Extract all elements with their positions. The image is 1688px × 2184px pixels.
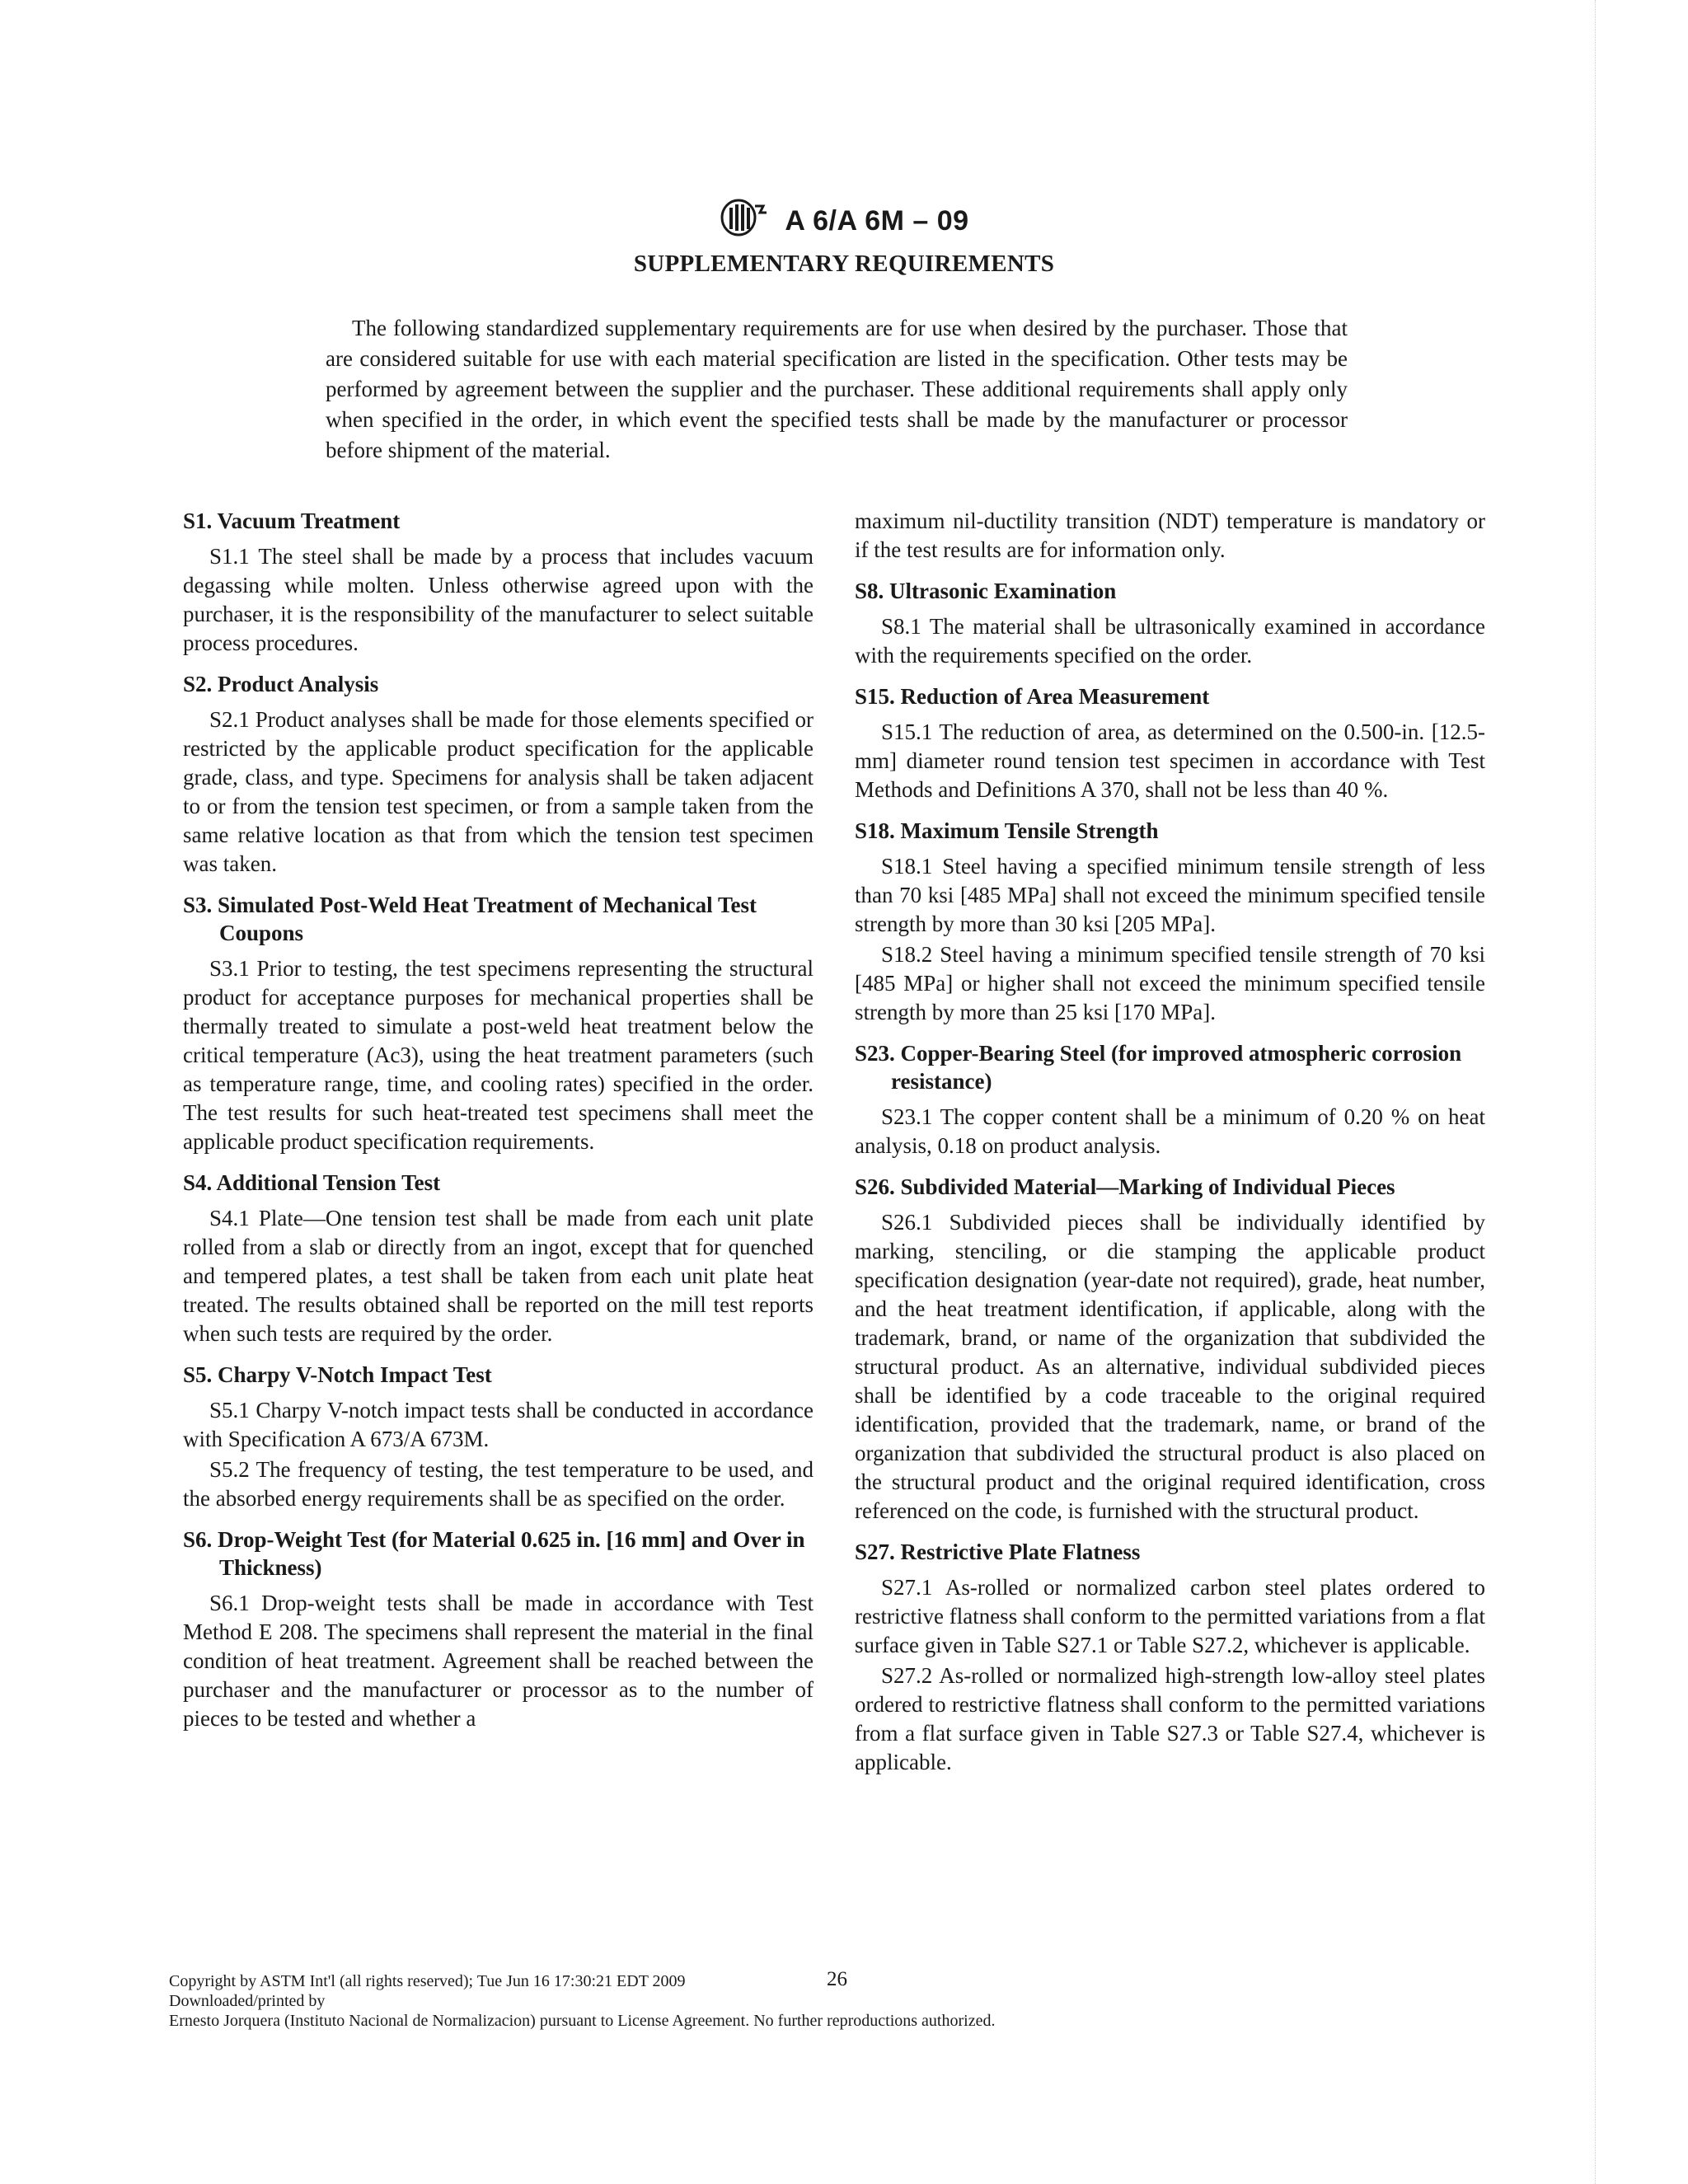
section-s15 (855, 682, 1485, 804)
footer-downloaded-line: Downloaded/printed by (169, 1992, 326, 2010)
section-s8 (855, 577, 1485, 670)
section-heading: S27. Restrictive Plate Flatness (855, 1540, 1141, 1564)
section-heading: S2. Product Analysis (183, 672, 379, 696)
section-paragraph: S18.2 Steel having a minimum specified tensile strength of 70 ksi [485 MPa] or higher shall not exceed the minimum specified tensile strength by more than 25 ksi [170 MPa]. (855, 942, 1485, 1024)
section-s3 (183, 891, 814, 1156)
section-paragraph: S27.1 As-rolled or normalized carbon steel plates ordered to restrictive flatness shall conform to the permitted variations from a flat surface given in Table S27.1 or Table S27.2, whichever is applicable. (855, 1575, 1485, 1657)
section-s23 (855, 1039, 1485, 1160)
section-heading: S3. Simulated Post-Weld Heat Treatment of Mechanical Test Coupons (183, 893, 757, 945)
section-paragraph: S26.1 Subdivided pieces shall be individually identified by marking, stenciling, or die stamping the applicable product specification designation (year-date not required), grade, heat number, and the heat treatment identification, if applicable, along with the trademark, brand, or name of the organization that subdivided the structural product. As an alternative, individual subdivided pieces shall be identified by a code traceable to the original required identification, provided that the trademark, name, or brand of the organization that subdivided the structural product is also placed on the structural product and the original required identification, cross referenced on the code, is furnished with the structural product. (855, 1210, 1485, 1523)
section-heading: S4. Additional Tension Test (183, 1170, 441, 1195)
section-s4 (183, 1169, 814, 1348)
section-paragraph: S23.1 The copper content shall be a minimum of 0.20 % on heat analysis, 0.18 on product analysis. (855, 1104, 1485, 1158)
section-heading: S5. Charpy V-Notch Impact Test (183, 1362, 492, 1387)
section-heading: S1. Vacuum Treatment (183, 509, 401, 533)
section-paragraph: S6.1 Drop-weight tests shall be made in accordance with Test Method E 208. The specimens shall represent the material in the final condition of heat treatment. Agreement shall be reached between the purchaser and the manufacturer or processor as to the number of pieces to be tested and whether a (183, 1591, 814, 1731)
section-paragraph: S4.1 Plate—One tension test shall be made from each unit plate rolled from a slab or directly from an ingot, except that for quenched and tempered plates, a test shall be taken from each unit plate heat treated. The results obtained shall be reported on the mill test reports when such tests are required by the order. (183, 1206, 814, 1346)
section-heading: S23. Copper-Bearing Steel (for improved atmospheric corrosion resistance) (855, 1041, 1462, 1094)
section-heading: S15. Reduction of Area Measurement (855, 684, 1210, 709)
section-paragraph: S18.1 Steel having a specified minimum tensile strength of less than 70 ksi [485 MPa] shall not exceed the minimum specified tensile strength by more than 30 ksi [205 MPa]. (855, 854, 1485, 936)
section-heading: S26. Subdivided Material—Marking of Individual Pieces (855, 1174, 1395, 1199)
page-title: SUPPLEMENTARY REQUIREMENTS (633, 251, 1055, 277)
section-paragraph: S8.1 The material shall be ultrasonically examined in accordance with the requirements specified on the order. (855, 614, 1485, 668)
section-paragraph: S15.1 The reduction of area, as determined on the 0.500-in. [12.5-mm] diameter round tension test specimen in accordance with Test Methods and Definitions A 370, shall not be less than 40 %. (855, 719, 1485, 802)
section-heading: S18. Maximum Tensile Strength (855, 818, 1159, 843)
continued-paragraph: maximum nil-ductility transition (NDT) temperature is mandatory or if the test results are for information only. (855, 509, 1485, 562)
section-paragraph: S1.1 The steel shall be made by a process that includes vacuum degassing while molten. Unless otherwise agreed upon with the purchaser, it is the responsibility of the manufacturer to select suitable process procedures. (183, 544, 814, 655)
page-number: 26 (827, 1968, 847, 1990)
document-header (0, 196, 1688, 246)
footer-license-line: Ernesto Jorquera (Instituto Nacional de Normalizacion) pursuant to License Agreement. No further reproductions authorized. (169, 2012, 996, 2030)
section-paragraph: S5.2 The frequency of testing, the test temperature to be used, and the absorbed energy requirements shall be as specified on the order. (183, 1457, 814, 1511)
section-s18 (855, 817, 1485, 1027)
section-paragraph: S3.1 Prior to testing, the test specimens representing the structural product for acceptance purposes for mechanical properties shall be thermally treated to simulate a post-weld heat treatment below the critical temperature (Ac3), using the heat treatment parameters (such as temperature range, time, and cooling rates) specified in the order. The test results for such heat-treated test specimens shall meet the applicable product specification requirements. (183, 956, 814, 1154)
section-s2 (183, 670, 814, 879)
section-s1 (183, 507, 814, 658)
section-s27 (855, 1538, 1485, 1777)
section-s6 (183, 1526, 814, 1733)
section-s26 (855, 1173, 1485, 1526)
left-column (183, 507, 814, 1746)
section-heading: S6. Drop-Weight Test (for Material 0.625 in. [16 mm] and Over in Thickness) (183, 1527, 805, 1580)
copyright-footer (169, 1971, 1405, 2031)
section-paragraph: S2.1 Product analyses shall be made for those elements specified or restricted by the applicable product specification for the applicable grade, class, and type. Specimens for analysis shall be taken adjacent to or from the tension test specimen, or from a sample taken from the same relative location as that from which the tension test specimen was taken. (183, 707, 814, 876)
document-designation: A 6/A 6M – 09 (785, 205, 969, 237)
intro-paragraph (326, 313, 1348, 466)
astm-logo-icon (719, 196, 771, 246)
intro-text: The following standardized supplementary requirements are for use when desired by the purchaser. Those that are considered suitable for use with each material specification are listed in the specification. Other tests may be performed by agreement between the supplier and the purchaser. These additional requirements shall apply only when specified in the order, in which event the specified tests shall be made by the manufacturer or processor before shipment of the material. (326, 316, 1348, 462)
section-paragraph: S27.2 As-rolled or normalized high-strength low-alloy steel plates ordered to restrictive flatness shall conform to the permitted variations from a flat surface given in Table S27.3 or Table S27.4, whichever is applicable. (855, 1663, 1485, 1774)
section-s5 (183, 1361, 814, 1513)
scan-edge-line (1595, 0, 1596, 2184)
section-heading: S8. Ultrasonic Examination (855, 579, 1117, 603)
right-column (855, 507, 1485, 1789)
footer-copyright-line: Copyright by ASTM Int'l (all rights reserved); Tue Jun 16 17:30:21 EDT 2009 (169, 1972, 686, 1990)
section-paragraph: S5.1 Charpy V-notch impact tests shall be conducted in accordance with Specification A 673/A 673M. (183, 1398, 814, 1451)
